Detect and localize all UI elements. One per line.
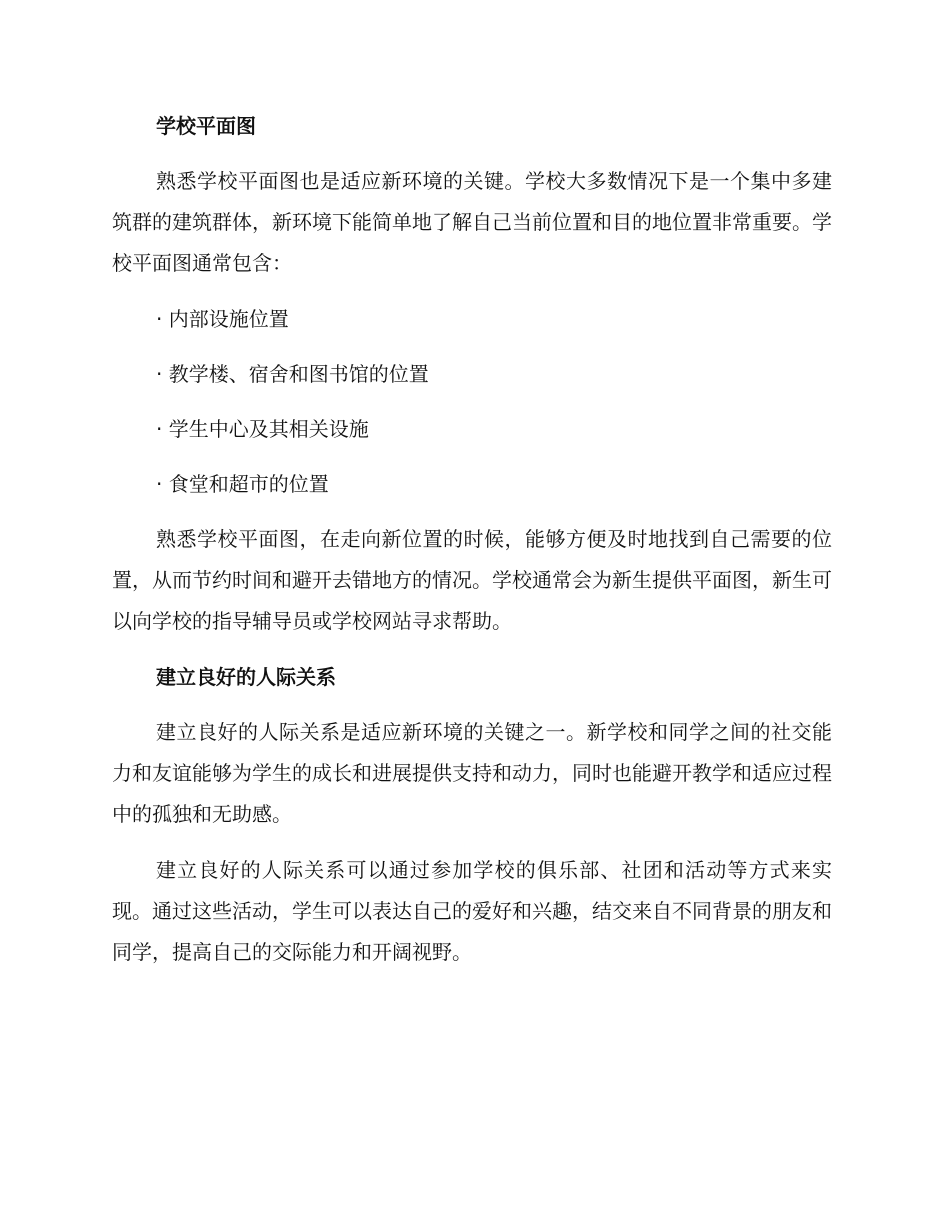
section-heading-relationships: 建立良好的人际关系 (156, 665, 336, 689)
bullet-item: · 内部设施位置 (156, 307, 289, 331)
section-heading-campus-map: 学校平面图 (156, 114, 256, 138)
document-page (112, 106, 832, 988)
paragraph-relationships-1: 建立良好的人际关系是适应新环境的关键之一。新学校和同学之间的社交能力和友谊能够为学生的成长和进展提供支持和动力，同时也能避开教学和适应过程中的孤独和无助感。 (112, 720, 832, 826)
bullet-item: · 学生中心及其相关设施 (156, 417, 369, 441)
paragraph-campus-map-outro: 熟悉学校平面图，在走向新位置的时候，能够方便及时地找到自己需要的位置，从而节约时间和避开去错地方的情况。学校通常会为新生提供平面图，新生可以向学校的指导辅导员或学校网站寻求帮助。 (112, 527, 832, 633)
paragraph-campus-map-intro: 熟悉学校平面图也是适应新环境的关键。学校大多数情况下是一个集中多建筑群的建筑群体，新环境下能简单地了解自己当前位置和目的地位置非常重要。学校平面图通常包含： (112, 169, 832, 275)
paragraph-relationships-2: 建立良好的人际关系可以通过参加学校的俱乐部、社团和活动等方式来实现。通过这些活动，学生可以表达自己的爱好和兴趣，结交来自不同背景的朋友和同学，提高自己的交际能力和开阔视野。 (112, 858, 832, 964)
bullet-item: · 教学楼、宿舍和图书馆的位置 (156, 362, 429, 386)
bullet-item: · 食堂和超市的位置 (156, 472, 329, 496)
